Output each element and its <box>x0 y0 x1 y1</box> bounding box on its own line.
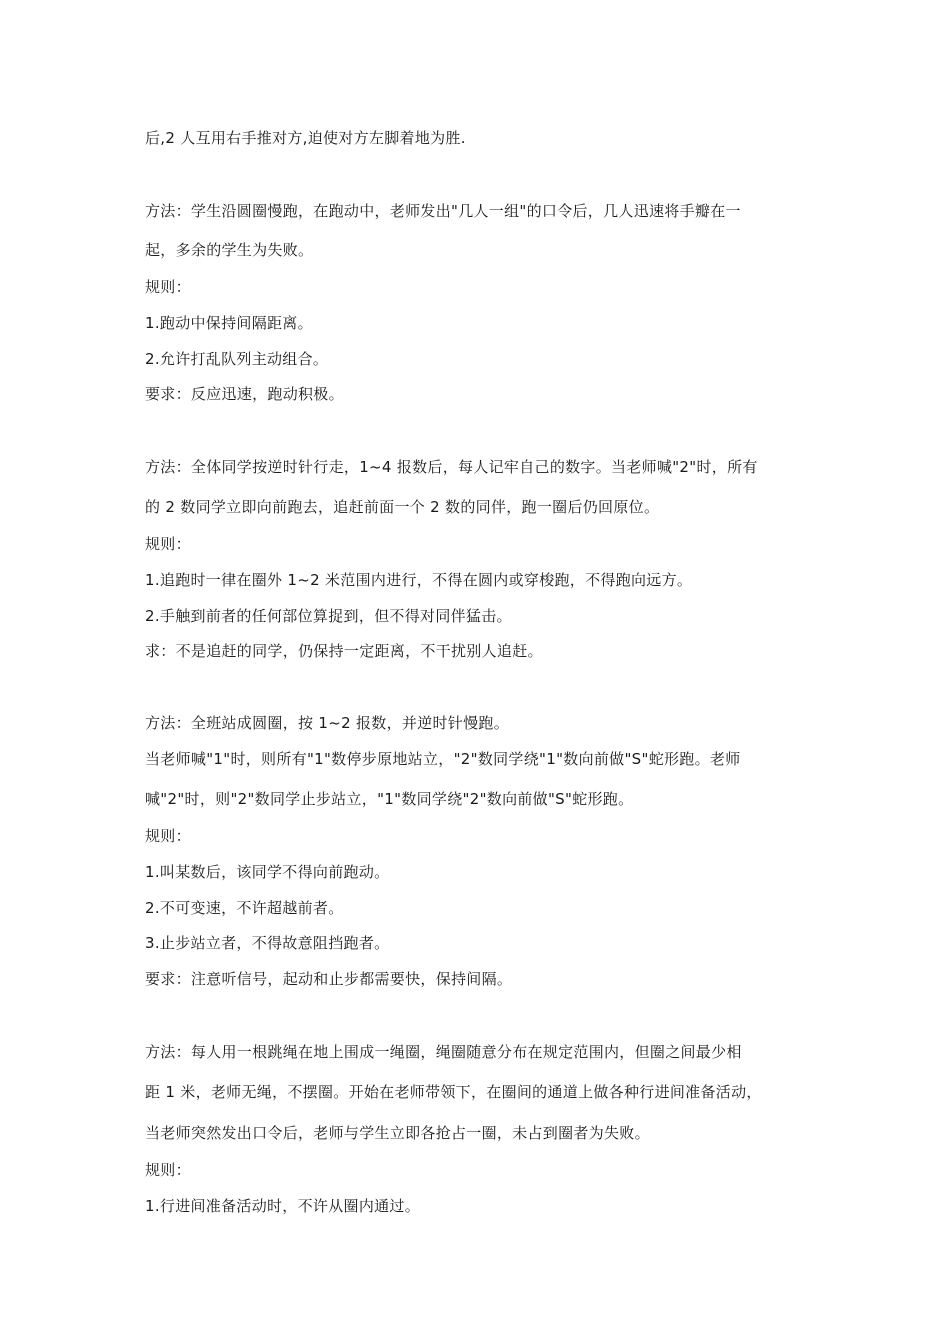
text-line: 距 1 米，老师无绳，不摆圈。开始在老师带领下，在圈间的通道上做各种行进间准备活动， <box>145 1083 762 1101</box>
rule-item: 2.手触到前者的任何部位算捉到，但不得对同伴猛击。 <box>145 607 512 625</box>
text-line: 喊"2"时，则"2"数同学止步站立，"1"数同学绕"2"数向前做"S"蛇形跑。 <box>145 790 634 808</box>
rule-item: 2.允许打乱队列主动组合。 <box>145 350 329 368</box>
text-line: 后,2 人互用右手推对方,迫使对方左脚着地为胜. <box>145 129 466 147</box>
text-line: 方法：全班站成圆圈，按 1~2 报数，并逆时针慢跑。 <box>145 714 509 732</box>
rule-item: 1.追跑时一律在圈外 1~2 米范围内进行，不得在圆内或穿梭跑，不得跑向远方。 <box>145 571 693 589</box>
requirement-line: 要求：反应迅速，跑动积极。 <box>145 385 344 403</box>
rule-item: 2.不可变速，不许超越前者。 <box>145 899 344 917</box>
requirement-line: 要求：注意听信号，起动和止步都需要快，保持间隔。 <box>145 970 513 988</box>
section-heading: 规则： <box>145 535 191 553</box>
rule-item: 1.叫某数后，该同学不得向前跑动。 <box>145 863 390 881</box>
text-line: 当老师突然发出口令后，老师与学生立即各抢占一圈，未占到圈者为失败。 <box>145 1124 650 1142</box>
text-line: 方法：学生沿圆圈慢跑，在跑动中，老师发出"几人一组"的口令后，几人迅速将手瓣在一 <box>145 202 741 220</box>
text-line: 方法：每人用一根跳绳在地上围成一绳圈，绳圈随意分布在规定范围内，但圈之间最少相 <box>145 1043 742 1061</box>
section-heading: 规则： <box>145 827 191 845</box>
text-line: 当老师喊"1"时，则所有"1"数停步原地站立，"2"数同学绕"1"数向前做"S"蛇形跑。老师 <box>145 750 741 768</box>
rule-item: 1.行进间准备活动时，不许从圈内通过。 <box>145 1197 421 1215</box>
text-line: 方法：全体同学按逆时针行走，1~4 报数后，每人记牢自己的数字。当老师喊"2"时，所有 <box>145 458 758 476</box>
rule-item: 1.跑动中保持间隔距离。 <box>145 314 313 332</box>
section-heading: 规则： <box>145 1161 191 1179</box>
requirement-line: 求：不是追赶的同学，仍保持一定距离，不干扰别人追赶。 <box>145 642 543 660</box>
text-line: 起，多余的学生为失败。 <box>145 241 314 259</box>
section-heading: 规则： <box>145 278 191 296</box>
rule-item: 3.止步站立者，不得故意阻挡跑者。 <box>145 934 390 952</box>
text-line: 的 2 数同学立即向前跑去，追赶前面一个 2 数的同伴，跑一圈后仍回原位。 <box>145 498 660 516</box>
